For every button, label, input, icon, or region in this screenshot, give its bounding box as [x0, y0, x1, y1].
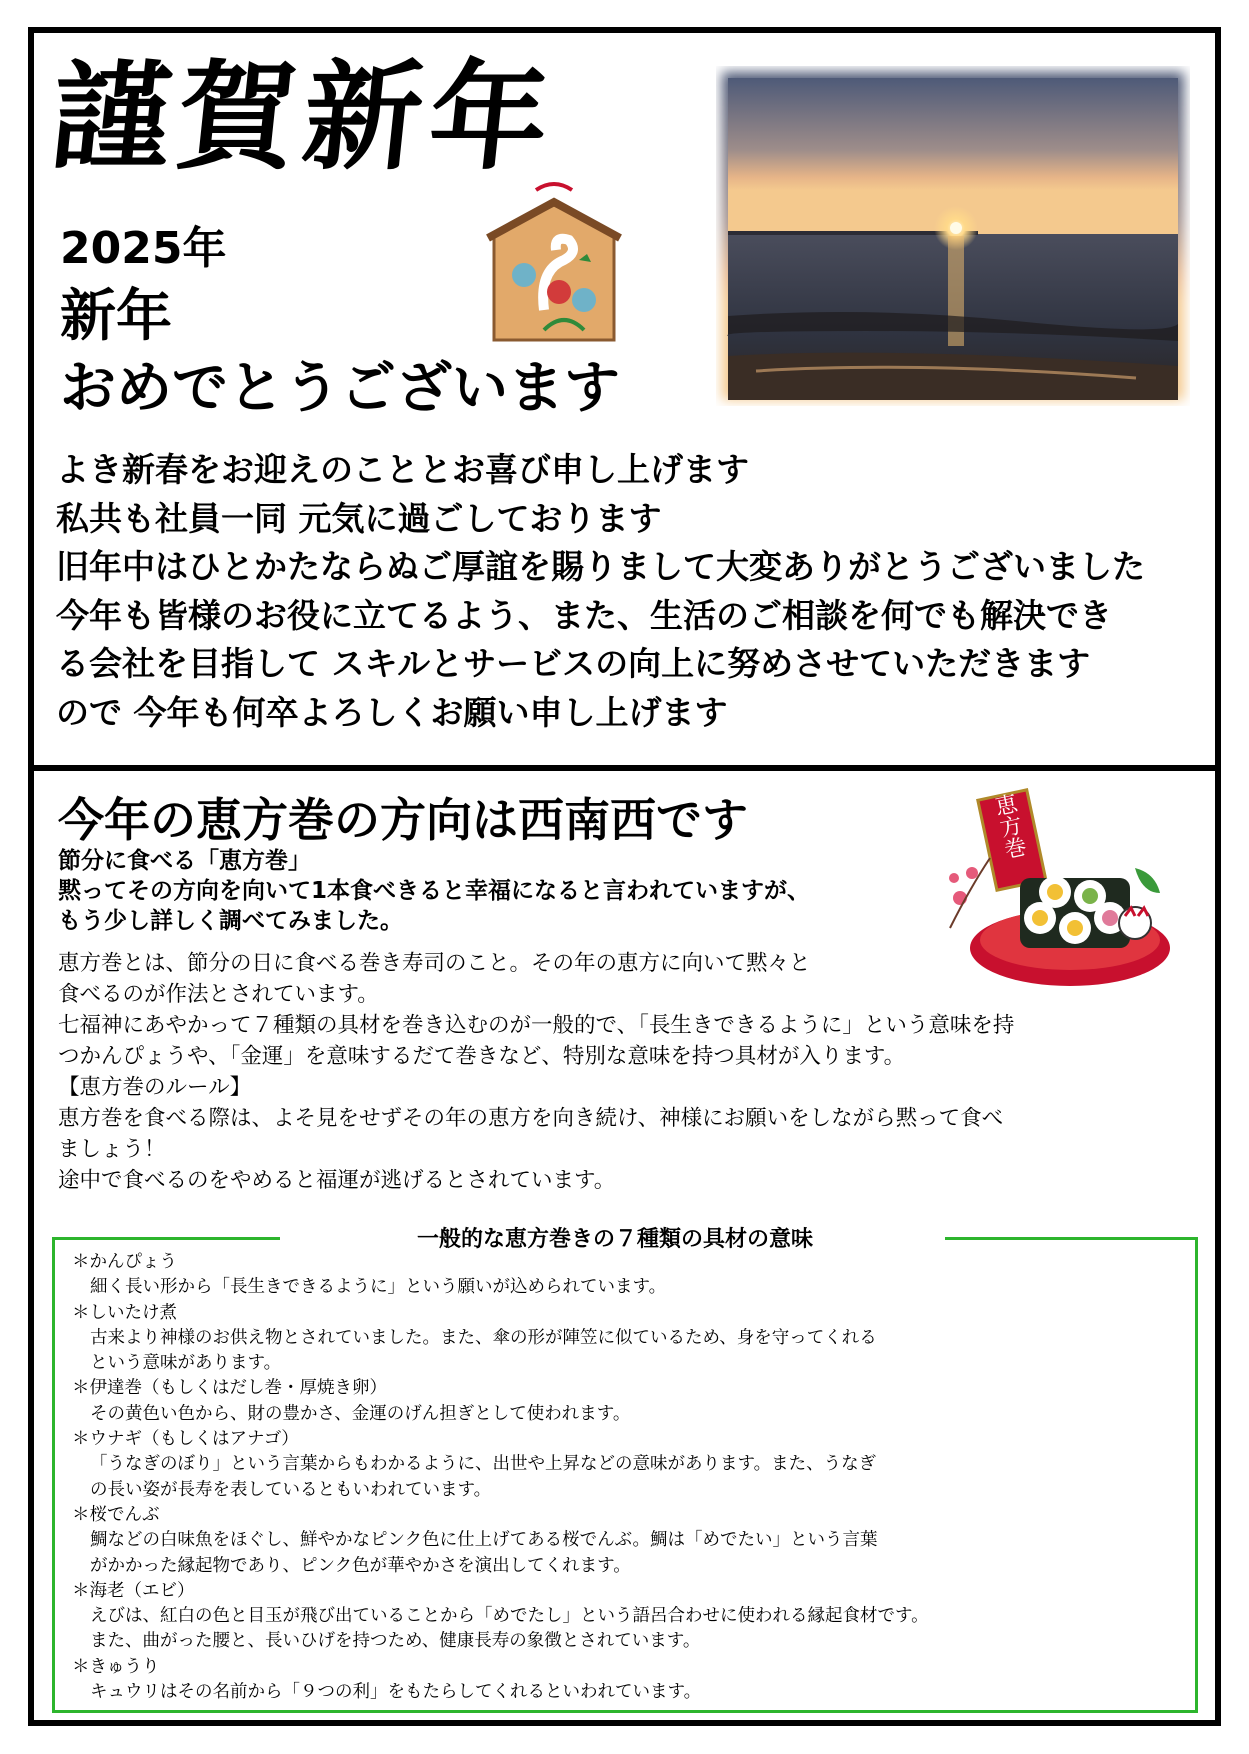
- ingredients-list: [72, 1250, 1192, 1705]
- ingredients-title: 一般的な恵方巻きの７種類の具材の意味: [416, 1227, 813, 1252]
- greeting-line: ので 今年も何卒よろしくお願い申し上げます: [56, 692, 728, 732]
- intro-line: 節分に食べる「恵方巻」: [58, 848, 311, 874]
- ingredient-desc: の長い姿が長寿を表しているともいわれています。: [90, 1479, 492, 1500]
- page-title: 謹賀新年: [44, 47, 564, 186]
- ehoumaki-heading: 今年の恵方巻の方向は西南西です: [58, 793, 748, 847]
- new-year-label: 新年: [60, 284, 172, 349]
- ingredient-name: ＊桜でんぶ: [72, 1504, 160, 1525]
- ingredient-name: ＊伊達巻（もしくはだし巻・厚焼き卵）: [72, 1378, 387, 1399]
- greeting-message: [56, 446, 1206, 737]
- list-item: [72, 1655, 1192, 1706]
- ingredient-name: ＊海老（エビ）: [72, 1580, 195, 1601]
- body-line: 食べるのが作法とされています。: [58, 982, 379, 1007]
- ingredient-name: ＊しいたけ煮: [72, 1302, 177, 1323]
- ingredient-name: ＊ウナギ（もしくはアナゴ）: [72, 1429, 299, 1450]
- body-line: 恵方巻を食べる際は、よそ見をせずその年の恵方を向き続け、神様にお願いをしながら黙って食べ: [58, 1106, 1004, 1131]
- greeting-line: よき新春をお迎えのこととお喜び申し上げます: [56, 450, 749, 489]
- list-item: [72, 1376, 1192, 1427]
- body-line: 恵方巻とは、節分の日に食べる巻き寿司のこと。その年の恵方に向いて黙々と: [58, 951, 811, 976]
- ingredient-desc: その黄色い色から、財の豊かさ、金運のげん担ぎとして使われます。: [90, 1403, 631, 1424]
- ingredient-desc: キュウリはその名前から「９つの利」をもたらしてくれるといわれています。: [90, 1682, 702, 1703]
- rules-heading: 【恵方巻のルール】: [58, 1075, 252, 1100]
- list-item: [72, 1579, 1192, 1655]
- ingredient-desc: 「うなぎのぼり」という言葉からもわかるように、出世や上昇などの意味があります。また、うなぎ: [90, 1454, 877, 1475]
- ingredient-desc: 古来より神様のお供え物とされていました。また、傘の形が陣笠に似ているため、身を守ってくれる: [90, 1327, 877, 1348]
- body-line: 途中で食べるのをやめると福運が逃げるとされています。: [58, 1168, 616, 1193]
- ingredient-name: ＊かんぴょう: [72, 1252, 177, 1272]
- ingredient-desc: えびは、紅白の色と目玉が飛び出ていることから「めでたし」という語呂合わせに使われる縁起食材です。: [90, 1606, 929, 1627]
- ingredient-desc: という意味があります。: [90, 1353, 282, 1374]
- banner-char: 恵方巻: [989, 791, 1029, 862]
- ingredient-desc: また、曲がった腰と、長いひげを持つため、健康長寿の象徴とされています。: [90, 1631, 701, 1652]
- list-item: [72, 1503, 1192, 1579]
- greeting-line: る会社を目指して スキルとサービスの向上に努めさせていただきます: [56, 644, 1091, 683]
- ingredient-name: ＊きゅうり: [72, 1656, 160, 1677]
- ingredient-desc: 細く長い形から「長生きできるように」という願いが込められています。: [90, 1277, 667, 1298]
- ehoumaki-intro: [58, 846, 810, 936]
- ema-plaque-illustration: [484, 180, 624, 345]
- box-top-line-right: [945, 1237, 1198, 1240]
- list-item: [72, 1427, 1192, 1503]
- box-top-line-left: [52, 1237, 280, 1240]
- greeting-line: 私共も社員一同 元気に過ごしております: [56, 498, 662, 538]
- section-divider: [28, 765, 1221, 771]
- body-line: つかんぴょうや、「金運」を意味するだて巻きなど、特別な意味を持つ具材が入ります。: [58, 1044, 906, 1069]
- intro-line: 黙ってその方向を向いて1本食べきると幸福になると言われていますが、: [58, 878, 811, 904]
- list-item: [72, 1301, 1192, 1377]
- congratulations-label: おめでとうございます: [60, 356, 620, 421]
- body-line: 七福神にあやかって７種類の具材を巻き込むのが一般的で、「長生きできるように」という意味を持: [58, 1013, 1015, 1038]
- ingredient-desc: がかかった縁起物であり、ピンク色が華やかさを演出してくれます。: [90, 1555, 631, 1576]
- year-label: 2025年: [60, 223, 227, 274]
- ehoumaki-body: [58, 948, 1208, 1196]
- ingredient-desc: 鯛などの白味魚をほぐし、鮮やかなピンク色に仕上げてある桜でんぶ。鯛は「めでたい」という言葉: [90, 1530, 878, 1551]
- greeting-line: 今年も皆様のお役に立てるよう、また、生活のご相談を何でも解決でき: [56, 595, 1112, 635]
- body-line: ましょう！: [58, 1137, 166, 1162]
- sunrise-photo: [716, 66, 1190, 406]
- intro-line: もう少し詳しく調べてみました。: [58, 908, 403, 934]
- list-item: [72, 1250, 1192, 1301]
- greeting-line: 旧年中はひとかたならぬご厚誼を賜りまして大変ありがとうございました: [56, 547, 1145, 586]
